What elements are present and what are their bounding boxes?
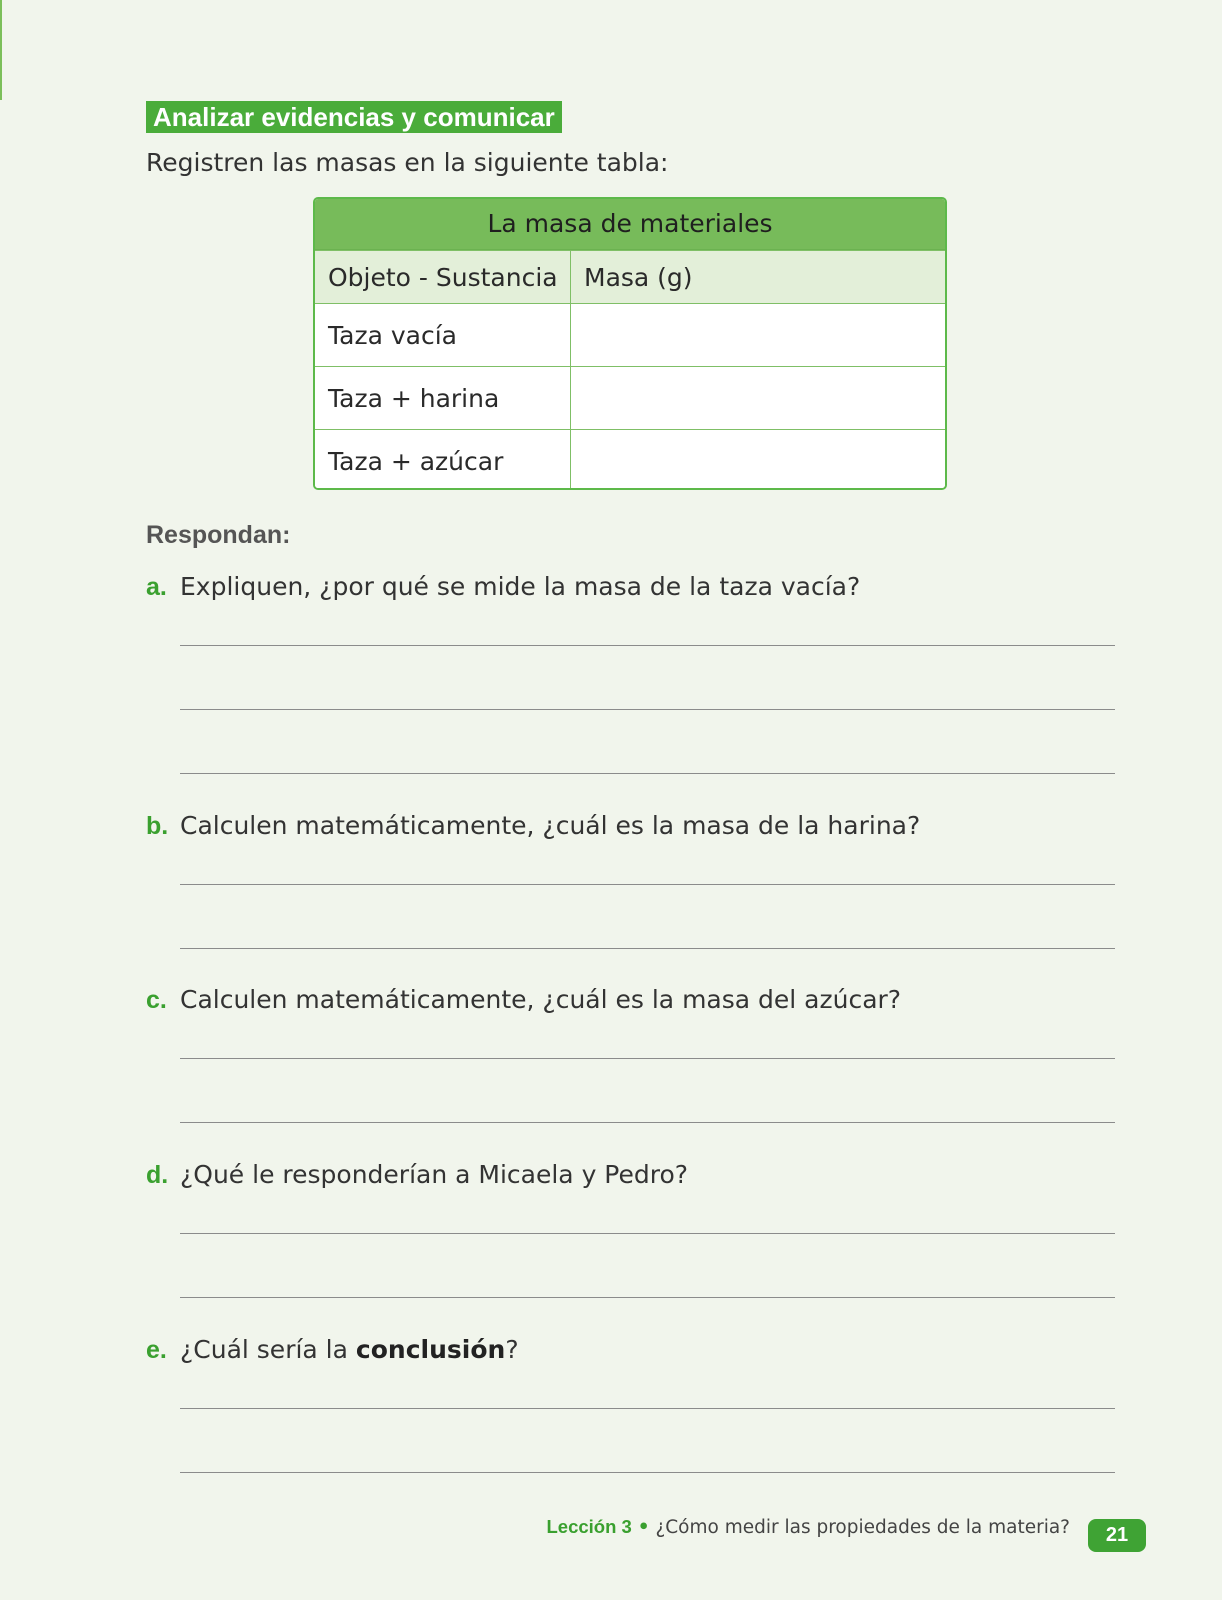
question-c xyxy=(146,983,901,1017)
object-cell: Taza + azúcar xyxy=(315,430,571,490)
question-letter: e. xyxy=(146,1336,167,1364)
footer-bullet: • xyxy=(637,1517,650,1538)
mass-input-cell[interactable] xyxy=(571,367,945,429)
question-d xyxy=(146,1158,688,1192)
answer-line[interactable] xyxy=(180,773,1115,774)
question-text-end: ? xyxy=(505,1335,519,1364)
question-letter: d. xyxy=(146,1161,169,1189)
answer-line[interactable] xyxy=(180,948,1115,949)
question-letter: a. xyxy=(146,573,167,601)
question-text: Calculen matemáticamente, ¿cuál es la masa de la harina? xyxy=(180,811,921,840)
question-text xyxy=(180,1335,519,1364)
answer-line[interactable] xyxy=(180,709,1115,710)
header-cell-mass: Masa (g) xyxy=(584,262,693,292)
question-e xyxy=(146,1333,519,1367)
table-header-row xyxy=(315,250,945,303)
table-row xyxy=(315,429,945,490)
page-number-badge: 21 xyxy=(1088,1519,1146,1552)
question-text: Calculen matemáticamente, ¿cuál es la masa del azúcar? xyxy=(180,985,902,1014)
question-letter: b. xyxy=(146,812,169,840)
respond-label: Respondan: xyxy=(146,521,291,549)
answer-line[interactable] xyxy=(180,1408,1115,1409)
question-b xyxy=(146,809,920,843)
answer-line[interactable] xyxy=(180,645,1115,646)
answer-line[interactable] xyxy=(180,1058,1115,1059)
answer-line[interactable] xyxy=(180,1297,1115,1298)
object-cell: Taza vacía xyxy=(315,304,571,366)
mass-input-cell[interactable] xyxy=(571,304,945,366)
question-text: Expliquen, ¿por qué se mide la masa de la taza vacía? xyxy=(180,572,861,601)
page-footer xyxy=(546,1515,1070,1540)
question-text: ¿Qué le responderían a Micaela y Pedro? xyxy=(180,1160,689,1189)
lesson-title: ¿Cómo medir las propiedades de la materia? xyxy=(655,1517,1070,1538)
header-cell-object: Objeto - Sustancia xyxy=(315,251,571,303)
lesson-label: Lección 3 xyxy=(546,1516,632,1537)
question-a xyxy=(146,570,860,604)
intro-text: Registren las masas en la siguiente tabla: xyxy=(146,148,669,177)
question-letter: c. xyxy=(146,986,167,1014)
answer-line[interactable] xyxy=(180,1233,1115,1234)
table-title: La masa de materiales xyxy=(315,199,945,250)
page-edge-mark xyxy=(0,0,2,100)
question-text-start: ¿Cuál sería la xyxy=(180,1335,356,1364)
object-cell: Taza + harina xyxy=(315,367,571,429)
table-row xyxy=(315,366,945,429)
section-heading: Analizar evidencias y comunicar xyxy=(146,101,562,133)
mass-input-cell[interactable] xyxy=(571,430,945,490)
answer-line[interactable] xyxy=(180,884,1115,885)
question-keyword: conclusión xyxy=(355,1335,506,1364)
table-row xyxy=(315,303,945,366)
mass-table xyxy=(313,197,947,490)
answer-line[interactable] xyxy=(180,1122,1115,1123)
answer-line[interactable] xyxy=(180,1472,1115,1473)
